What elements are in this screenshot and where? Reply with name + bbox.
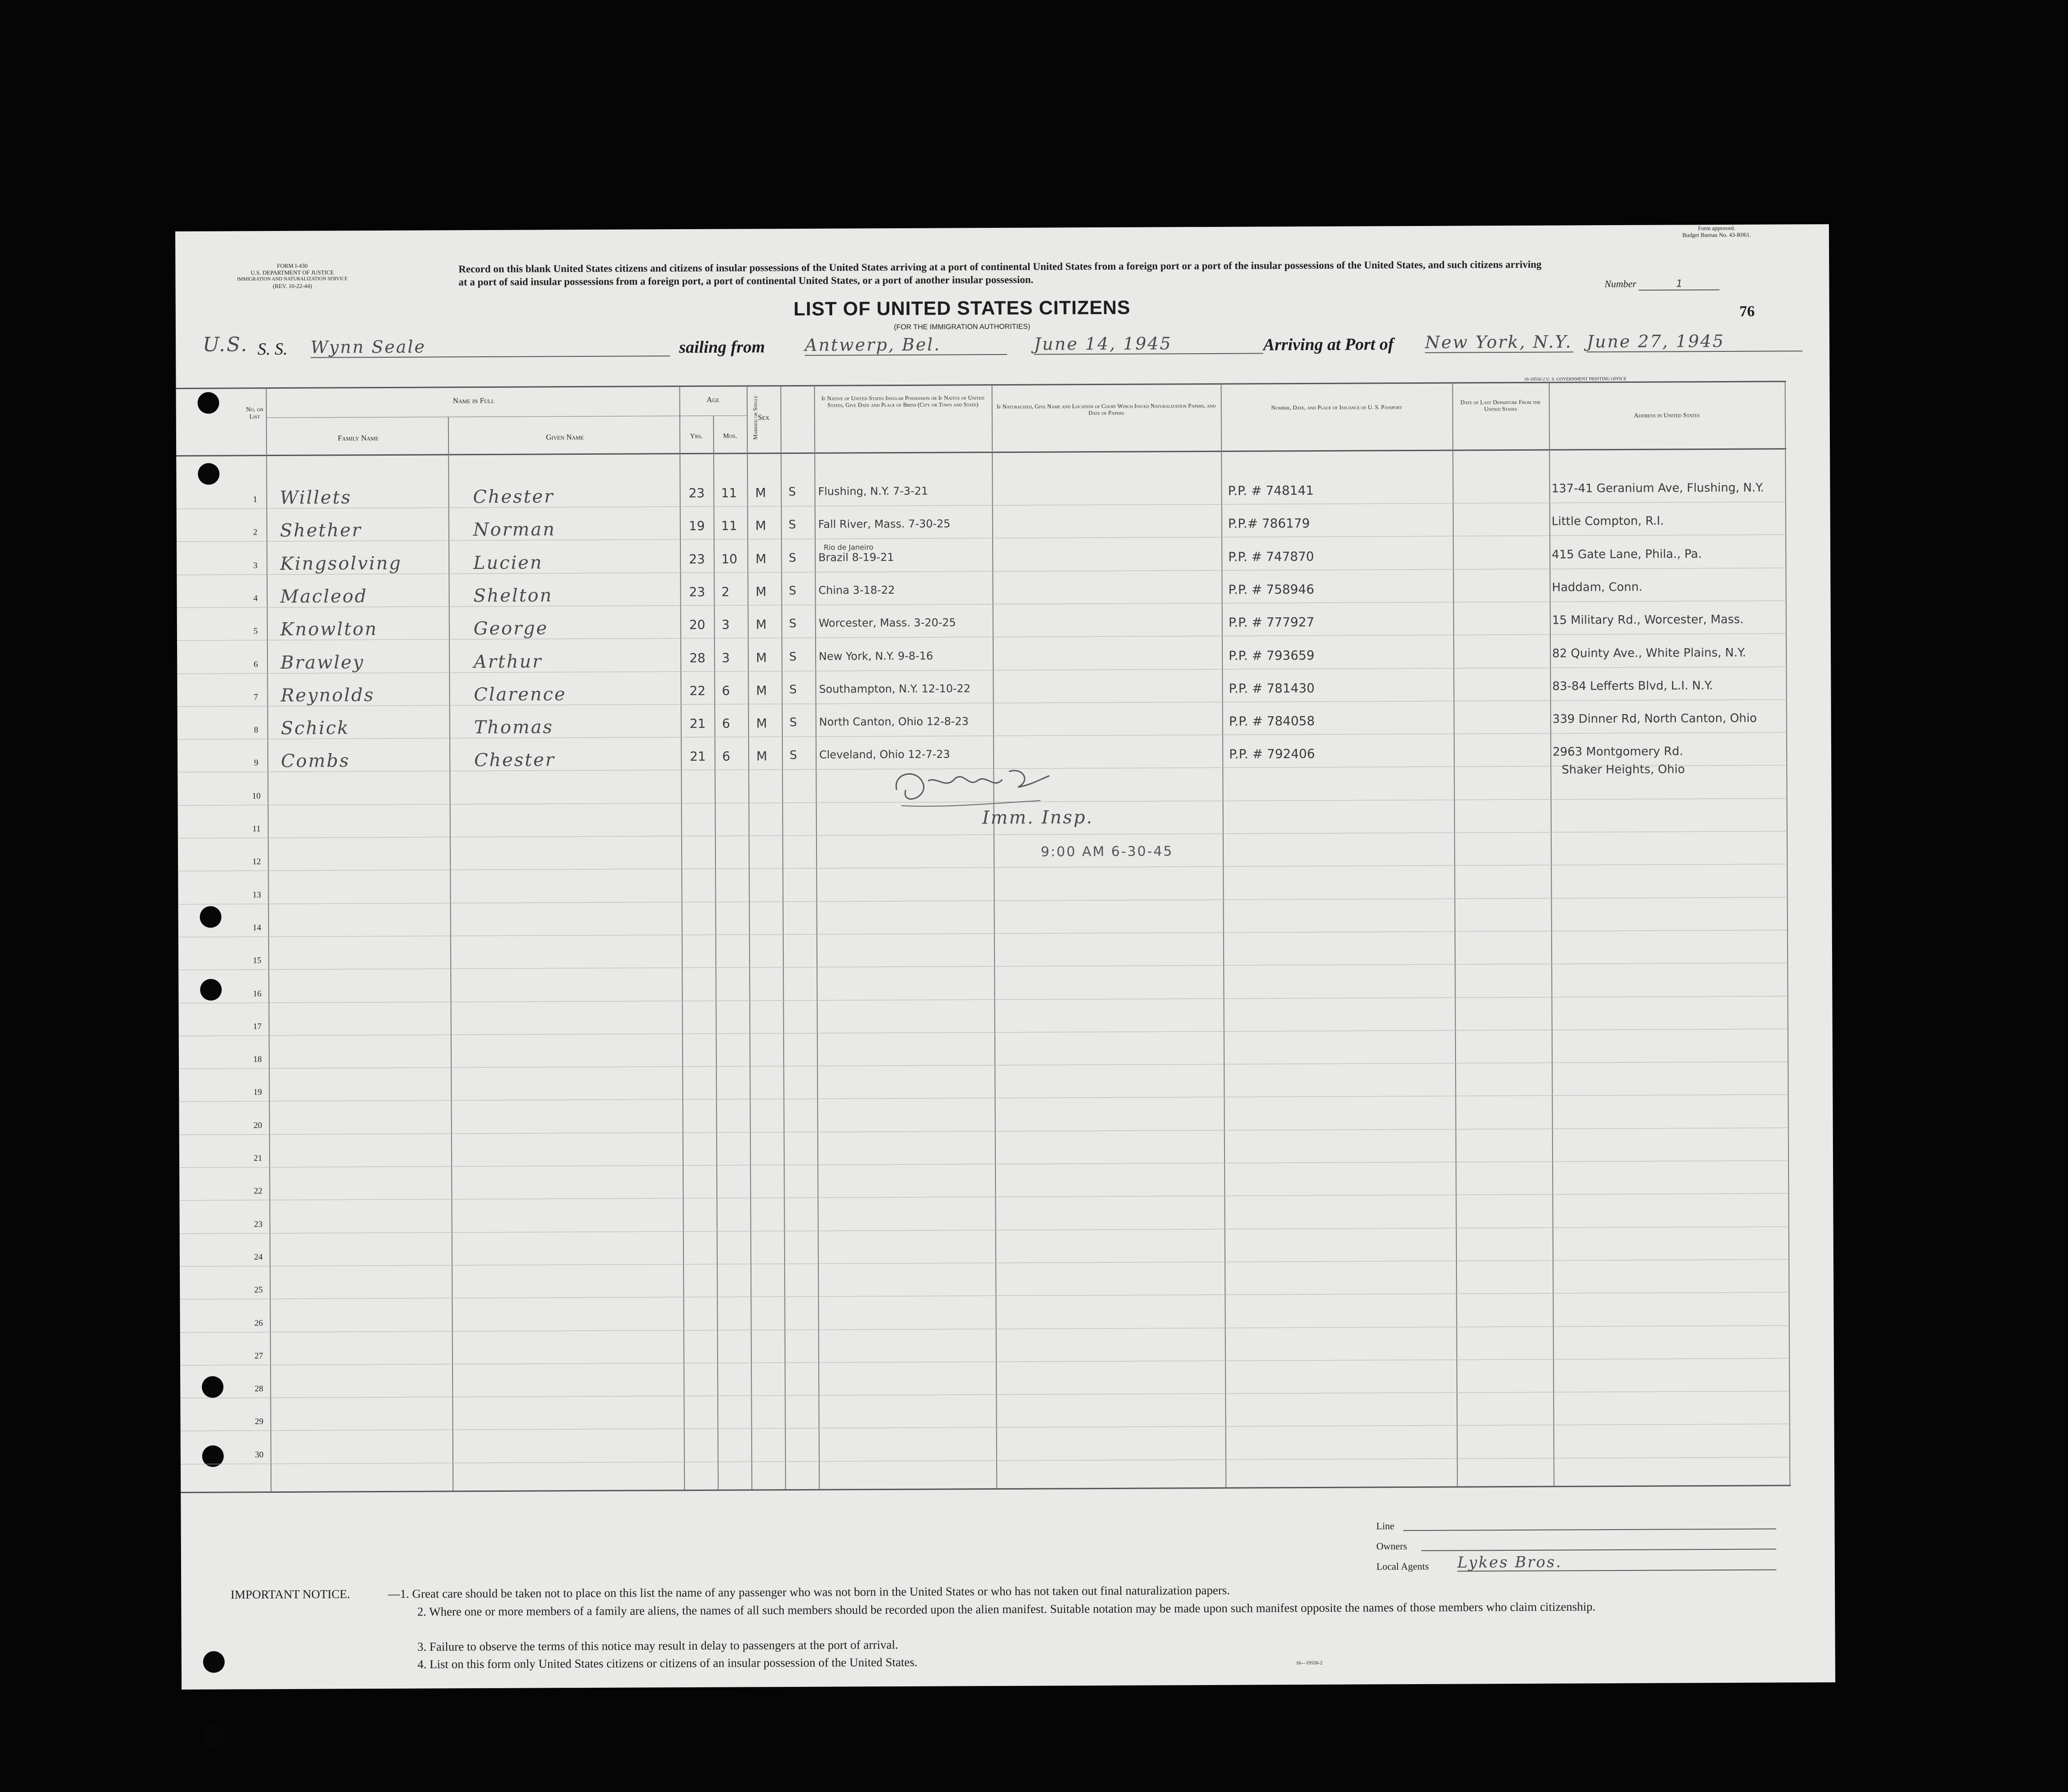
row-number: 26 <box>254 1318 263 1328</box>
row-number: 23 <box>254 1219 263 1229</box>
family-name: Combs <box>281 750 350 772</box>
row-rule <box>179 1029 1789 1036</box>
sailing-from-label: sailing from <box>679 337 765 357</box>
row-number: 13 <box>252 890 261 900</box>
binder-hole <box>200 979 222 1001</box>
age-months: 10 <box>721 551 737 567</box>
col-rule <box>448 417 453 1490</box>
passport-number: P.P. # 777927 <box>1228 615 1314 630</box>
given-name: Arthur <box>474 651 543 672</box>
row-number: 24 <box>254 1252 263 1262</box>
row-rule <box>178 930 1788 937</box>
sex: M <box>755 617 767 632</box>
row-number: 12 <box>252 857 261 867</box>
row-number: 15 <box>253 956 262 966</box>
row-rule <box>179 1127 1789 1135</box>
row-number: 8 <box>254 725 258 735</box>
number-value: 1 <box>1639 278 1720 291</box>
row-rule <box>181 1457 1791 1464</box>
row-rule <box>181 1424 1791 1432</box>
row-number: 11 <box>252 824 261 834</box>
row-rule <box>180 1226 1790 1234</box>
age-months: 11 <box>721 518 737 534</box>
header-name-in-full: Name in Full <box>453 396 495 405</box>
birth-info: Flushing, N.Y. 7-3-21 <box>818 484 928 498</box>
age-years: 21 <box>690 749 706 764</box>
notice-item-2: 2. Where one or more members of a family are aliens, the names of all such members should be recorded upon the alien manifest. Suitable notation may be made upon such manifest opposite the names of those members who claim citizenship. <box>417 1600 1596 1619</box>
passport-number: P.P. # 758946 <box>1228 581 1314 597</box>
family-name: Shether <box>280 520 362 541</box>
row-rule <box>178 831 1788 838</box>
age-months: 6 <box>722 716 730 731</box>
family-name: Willets <box>280 487 352 508</box>
address: 15 Military Rd., Worcester, Mass. <box>1552 612 1744 627</box>
age-years: 21 <box>689 716 706 732</box>
arrival-date: June 27, 1945 <box>1587 331 1802 352</box>
address: 137-41 Geranium Ave, Flushing, N.Y. <box>1551 481 1764 496</box>
given-name: Chester <box>473 486 555 508</box>
binder-hole <box>202 1376 223 1398</box>
form-ident <box>220 262 364 289</box>
owners-label: Owners <box>1376 1540 1407 1552</box>
address: 2963 Montgomery Rd. <box>1553 745 1683 759</box>
marital-status: S <box>789 716 797 730</box>
col-rule <box>1784 381 1790 1485</box>
row-rule <box>179 1193 1789 1201</box>
number-label: Number <box>1604 278 1637 290</box>
col-rule <box>781 386 786 1489</box>
birth-info: Southampton, N.Y. 12-10-22 <box>819 682 971 696</box>
age-years: 23 <box>689 584 706 599</box>
header-mos: Mos. <box>723 432 737 440</box>
row-number: 1 <box>253 495 257 505</box>
row-rule <box>179 1160 1789 1168</box>
row-number: 7 <box>253 692 258 702</box>
departure-date: June 14, 1945 <box>1034 333 1263 355</box>
sex: M <box>756 650 767 665</box>
header-naturalized: If Naturalized, Give Name and Location of Court Which Issued Naturalization Papers, and Date of Papers <box>997 402 1216 417</box>
age-years: 28 <box>689 650 706 665</box>
col-rule <box>679 386 685 1490</box>
family-name: Kingsolving <box>280 553 402 574</box>
row-rule <box>179 1061 1789 1069</box>
col-rule <box>1221 384 1227 1487</box>
service: IMMIGRATION AND NATURALIZATION SERVICE <box>237 276 348 282</box>
row-number: 20 <box>253 1120 262 1130</box>
row-rule <box>178 732 1788 740</box>
row-number: 6 <box>253 659 258 669</box>
prefix-annotation: U.S. <box>202 333 249 356</box>
header-married-single: Married or Single <box>751 395 759 440</box>
passport-number: P.P.# 786179 <box>1228 516 1310 532</box>
notice-item-3: 3. Failure to observe the terms of this notice may result in delay to passengers at the port of arrival. <box>417 1638 898 1654</box>
header-native: If Native of United States Insular Possession or If Native of United States, Give Date and Place of Birth (City or Town and State) <box>821 394 985 408</box>
row-number: 14 <box>253 923 262 933</box>
given-name: Chester <box>474 750 555 771</box>
family-name: Schick <box>280 718 350 739</box>
row-number: 28 <box>254 1384 263 1394</box>
birth-info: Worcester, Mass. 3-20-25 <box>818 616 956 630</box>
inspection-timestamp: 9:00 AM 6-30-45 <box>1040 843 1174 860</box>
voyage-line <box>203 330 1802 364</box>
marital-status: S <box>788 518 796 532</box>
row-rule <box>180 1259 1790 1267</box>
passport-number: P.P. # 784058 <box>1229 714 1315 729</box>
line-field <box>1403 1528 1776 1531</box>
age-years: 20 <box>689 617 706 633</box>
row-rule <box>178 996 1788 1003</box>
sex: M <box>755 485 766 501</box>
marital-status: S <box>789 650 797 664</box>
approval-line: Budget Bureau No. 43-R061. <box>1682 231 1751 239</box>
sex: M <box>756 749 768 764</box>
row-rule <box>180 1325 1790 1333</box>
row-number: 9 <box>254 758 258 768</box>
given-name: Thomas <box>474 717 554 738</box>
owners-field <box>1421 1548 1776 1551</box>
row-number: 4 <box>253 594 258 603</box>
marital-status: S <box>789 584 797 598</box>
line-label: Line <box>1376 1520 1394 1532</box>
page-subtitle: (FOR THE IMMIGRATION AUTHORITIES) <box>894 323 1030 332</box>
header-passport: Number, Date, and Place of Issuance of U. S. Passport <box>1271 404 1402 411</box>
header-sex: Sex <box>758 413 770 422</box>
age-months: 3 <box>722 650 730 665</box>
passport-number: P.P. # 792406 <box>1229 746 1315 762</box>
header-family-name: Family Name <box>337 434 379 443</box>
given-name: Clarence <box>474 684 567 705</box>
row-number: 5 <box>253 626 258 636</box>
age-months: 3 <box>721 617 730 632</box>
printing-office: 16-19550-2 U. S. GOVERNMENT PRINTING OFFICE <box>1524 376 1627 382</box>
row-number: 2 <box>253 528 257 537</box>
col-rule <box>1452 383 1458 1486</box>
revision: (REV. 10-22-44) <box>272 282 312 290</box>
arriving-label: Arriving at Port of <box>1263 335 1394 355</box>
sex: M <box>756 716 768 731</box>
family-name: Reynolds <box>280 684 375 706</box>
passport-number: P.P. # 793659 <box>1229 648 1315 663</box>
row-rule <box>177 535 1787 542</box>
sailing-from: Antwerp, Bel. <box>805 334 1007 356</box>
form-code: 16—19550-2 <box>1296 1660 1322 1666</box>
address: 415 Gate Lane, Phila., Pa. <box>1552 547 1702 562</box>
binder-hole <box>204 1725 225 1747</box>
header-last-departure: Date of Last Departure From the United States <box>1460 398 1541 413</box>
row-rule <box>177 634 1787 641</box>
row-number: 25 <box>254 1285 263 1295</box>
agents-field: Lykes Bros. <box>1457 1552 1776 1571</box>
approval-line: Form approved. <box>1698 224 1735 232</box>
row-rule <box>180 1358 1790 1366</box>
sex: M <box>755 551 767 566</box>
given-name: George <box>473 618 549 639</box>
sex: M <box>755 518 767 533</box>
address: 83-84 Lefferts Blvd, L.I. N.Y. <box>1552 679 1713 693</box>
birth-note: Rio de Janeiro <box>824 542 874 552</box>
address-line-2: Shaker Heights, Ohio <box>1562 763 1685 777</box>
marital-status: S <box>788 485 796 499</box>
notice-label <box>231 1585 383 1603</box>
given-name: Shelton <box>473 585 553 607</box>
row-rule <box>177 568 1787 575</box>
age-months: 6 <box>722 683 730 698</box>
binder-hole <box>200 906 222 928</box>
col-rule <box>747 386 753 1489</box>
row-number: 27 <box>254 1351 263 1361</box>
marital-status: S <box>789 683 797 696</box>
row-number: 18 <box>253 1055 262 1065</box>
passport-number: P.P. # 781430 <box>1229 680 1315 696</box>
row-number: 3 <box>253 560 258 570</box>
row-number: 30 <box>255 1450 264 1459</box>
age-months: 6 <box>722 749 731 764</box>
sex: M <box>755 584 767 599</box>
form-number: FORM I-430 <box>277 262 308 270</box>
header-address: Address in United States <box>1633 412 1700 419</box>
address: 82 Quinty Ave., White Plains, N.Y. <box>1552 646 1746 661</box>
marital-status: S <box>789 551 796 565</box>
row-rule <box>177 501 1787 509</box>
ss-label: S. S. <box>257 339 288 359</box>
row-rule <box>178 699 1788 707</box>
given-name: Norman <box>473 519 556 541</box>
address: Haddam, Conn. <box>1552 580 1643 594</box>
table-top-rule <box>176 381 1786 389</box>
binder-hole <box>203 1651 225 1673</box>
sex: M <box>756 683 767 698</box>
birth-info: China 3-18-22 <box>818 583 895 597</box>
page-number: 76 <box>1739 303 1755 320</box>
passport-number: P.P. # 748141 <box>1228 483 1314 498</box>
row-rule <box>177 666 1787 674</box>
notice-item-1: —1. Great care should be taken not to place on this list the name of any passenger who was not born in the United States or who has not taken out final naturalization papers. <box>388 1583 1230 1601</box>
row-rule <box>178 864 1788 872</box>
birth-info: Brazil 8-19-21 <box>818 550 894 564</box>
ship-name: Wynn Seale <box>311 336 670 358</box>
row-number: 22 <box>253 1186 262 1196</box>
row-rule <box>180 1391 1790 1398</box>
marital-status: S <box>790 749 797 763</box>
row-rule <box>178 963 1788 971</box>
family-name: Macleod <box>280 586 368 607</box>
age-years: 23 <box>689 551 705 567</box>
age-years: 19 <box>688 519 705 534</box>
address: 339 Dinner Rd, North Canton, Ohio <box>1552 711 1757 726</box>
table-bottom-rule <box>181 1485 1791 1493</box>
record-instructions: Record on this blank United States citizens and citizens of insular possessions of the United States arriving at a port of continental United States from a foreign port or a port of the insular possessions of the United States, and such citizens arriving at a port of said insular possessions from a foreign port, a port of continental United States, or a port of another insular possession. <box>458 258 1542 288</box>
row-number: 29 <box>255 1417 264 1427</box>
birth-info: Cleveland, Ohio 12-7-23 <box>819 748 950 762</box>
inspector-title: Imm. Insp. <box>982 807 1094 829</box>
age-months: 2 <box>721 584 730 599</box>
row-rule <box>180 1292 1790 1300</box>
header-no-on-list: No. on List <box>246 406 264 421</box>
row-number: 21 <box>253 1153 262 1163</box>
number-field <box>1604 278 1720 291</box>
address: Little Compton, R.I. <box>1551 514 1664 528</box>
row-number: 16 <box>253 989 262 998</box>
header-bottom-rule <box>176 448 1786 457</box>
row-number: 17 <box>253 1021 262 1032</box>
passport-number: P.P. # 747870 <box>1228 549 1314 564</box>
age-years: 23 <box>688 485 705 501</box>
birth-info: Fall River, Mass. 7-30-25 <box>818 517 950 531</box>
notice-label-text: IMPORTANT NOTICE. <box>231 1587 351 1601</box>
department: U.S. DEPARTMENT OF JUSTICE <box>250 269 334 276</box>
row-rule <box>178 897 1788 905</box>
row-number: 10 <box>252 791 261 801</box>
given-name: Lucien <box>473 552 543 573</box>
family-name: Knowlton <box>280 619 378 640</box>
row-rule <box>179 1095 1789 1102</box>
manifest-sheet <box>175 224 1835 1690</box>
binder-hole <box>198 463 219 485</box>
family-name: Brawley <box>280 652 364 673</box>
notice-item-4: 4. List on this form only United States citizens or citizens of an insular possession of the United States. <box>417 1655 918 1671</box>
name-subhead-rule <box>266 416 679 418</box>
age-months: 11 <box>721 485 737 501</box>
approval-note <box>1649 224 1784 238</box>
col-rule <box>992 385 998 1488</box>
row-number: 19 <box>253 1087 262 1097</box>
header-yrs: Yrs. <box>690 432 703 440</box>
birth-info: New York, N.Y. 9-8-16 <box>819 649 933 663</box>
header-given-name: Given Name <box>546 433 584 442</box>
age-years: 22 <box>689 683 706 698</box>
birth-info: North Canton, Ohio 12-8-23 <box>819 715 969 728</box>
arrival-port: New York, N.Y. <box>1425 332 1573 353</box>
agents-label: Local Agents <box>1376 1560 1429 1572</box>
page-title: LIST OF UNITED STATES CITIZENS <box>793 297 1131 320</box>
header-age: Age <box>706 395 719 404</box>
marital-status: S <box>789 617 797 631</box>
row-rule <box>177 600 1787 608</box>
binder-hole <box>198 392 219 414</box>
col-rule <box>713 416 719 1490</box>
